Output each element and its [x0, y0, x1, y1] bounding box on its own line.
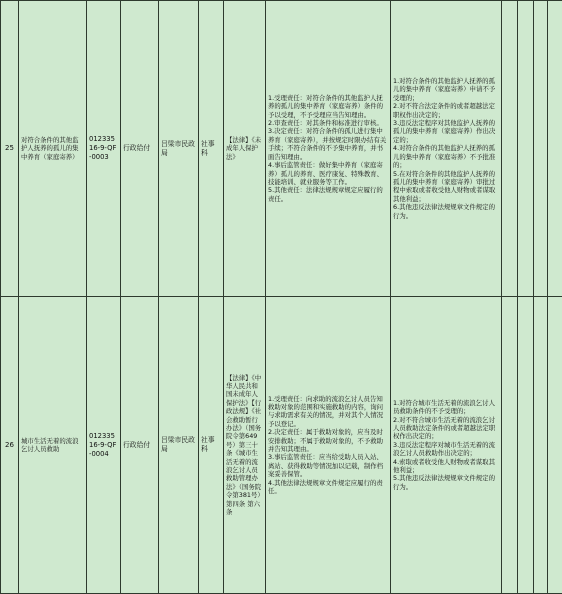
empty-cell [534, 297, 548, 594]
duty-line: 3.事后监管责任：应当给受助人员入站、离站、获得救助等情况加以记载，制作档案妥善保管。 [268, 453, 388, 478]
duty-line: 4.事后监管责任：做好集中养育（家庭寄养）孤儿的养育、医疗康复、特殊教育、技能培训、就业服务等工作。 [268, 161, 388, 186]
row-number: 25 [1, 1, 19, 297]
duty-line: 4.其他法律法规规章文件规定应履行的责任。 [268, 479, 388, 496]
item-category: 行政给付 [121, 1, 159, 297]
item-duties [266, 297, 391, 594]
item-office: 社事科 [199, 297, 224, 594]
liability-line: 5.在对符合条件的其他监护人抚养的孤儿的集中养育（家庭寄养）审批过程中索取或者收受他人财物或者谋取其他利益； [393, 170, 499, 204]
item-duties [266, 1, 391, 297]
liability-line: 6.其他违反法律法规规章文件规定的行为。 [393, 203, 499, 220]
liability-line: 3.违反法定程序对其他监护人抚养的孤儿的集中养育（家庭寄养）作出决定的； [393, 119, 499, 144]
empty-cell [518, 297, 534, 594]
duty-line: 1.受理责任：对符合条件的其他监护人抚养的孤儿的集中养育（家庭寄养）条件的予以受理，不予受理应当告知理由。 [268, 94, 388, 119]
duty-line: 3.决定责任：对符合条件的孤儿进行集中养育（家庭寄养），并按规定时限办结有关手续；不符合条件的不予集中养育，并书面告知理由。 [268, 127, 388, 161]
liability-line: 5.其他违反法律法规规章文件规定的行为。 [393, 474, 499, 491]
liability-line: 2.对不符合城市生活无着的流浪乞讨人员救助法定条件的或者超越法定职权作出决定的； [393, 416, 499, 441]
liability-line: 2.对不符合法定条件的或者超越法定职权作出决定的； [393, 102, 499, 119]
empty-cell [502, 1, 518, 297]
item-liability [391, 297, 502, 594]
liability-line: 1.对符合条件的其他监护人抚养的孤儿的集中养育（家庭寄养）申请不予受理的； [393, 77, 499, 102]
item-name: 对符合条件的其他监护人抚养的孤儿的集中养育（家庭寄养） [19, 1, 87, 297]
liability-line: 3.违反法定程序对城市生活无着的流浪乞讨人员救助作出决定的； [393, 441, 499, 458]
item-name: 城市生活无着的流浪乞讨人员救助 [19, 297, 87, 594]
item-code: 01233516-9-QF-0003 [87, 1, 121, 297]
liability-line: 4.索取或者收受他人财物或者谋取其他利益； [393, 458, 499, 475]
item-department: 吕梁市民政局 [159, 297, 199, 594]
empty-cell [534, 1, 548, 297]
duty-line: 5.其他责任：法律法规规章规定应履行的责任。 [268, 186, 388, 203]
duty-line: 2.审查责任：对其条件和标准进行审核。 [268, 119, 388, 127]
empty-cell [548, 297, 562, 594]
table-row [1, 1, 562, 297]
empty-cell [518, 1, 534, 297]
item-category: 行政给付 [121, 297, 159, 594]
duty-line: 2.决定责任：属于救助对象的，应当及时安排救助；不属于救助对象的，不予救助并告知其理由。 [268, 428, 388, 453]
item-basis: 【法律】《中华人民共和国未成年人保护法》【行政法规】《社会救助暂行办法》（国务院令第649号）第三十条《城市生活无着的流浪乞讨人员救助管理办法》（国务院令第381号）第四条 第六条 [224, 297, 266, 594]
empty-cell [548, 1, 562, 297]
item-department: 吕梁市民政局 [159, 1, 199, 297]
row-number: 26 [1, 297, 19, 594]
item-code: 01233516-9-QF-0004 [87, 297, 121, 594]
item-office: 社事科 [199, 1, 224, 297]
item-liability [391, 1, 502, 297]
empty-cell [502, 297, 518, 594]
liability-line: 4.对符合条件的其他监护人抚养的孤儿的集中养育（家庭寄养）不予批准的； [393, 144, 499, 169]
item-basis: 【法律】《未成年人保护法》 [224, 1, 266, 297]
duty-line: 1.受理责任：向求助的流浪乞讨人员告知救助对象的范围和实施救助的内容，询问与求助需求有关的情况，并对其个人情况予以登记。 [268, 395, 388, 429]
liability-line: 1.对符合城市生活无着的流浪乞讨人员救助条件的不予受理的； [393, 399, 499, 416]
table-row [1, 297, 562, 594]
